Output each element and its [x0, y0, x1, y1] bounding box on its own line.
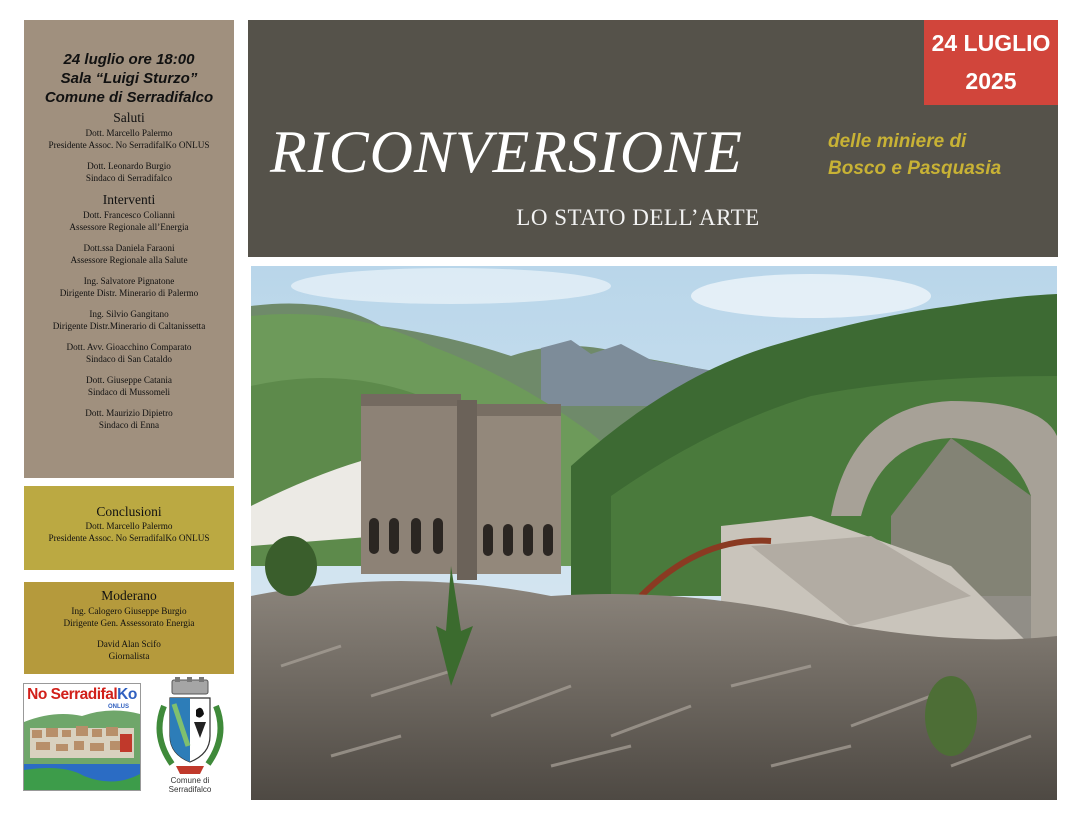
speaker-role: Sindaco di San Cataldo: [86, 354, 172, 364]
speaker-role: Dirigente Distr. Minerario di Palermo: [59, 288, 199, 298]
speaker-role: Sindaco di Mussomeli: [87, 387, 171, 397]
speaker-name: Ing. Silvio Gangitano: [89, 309, 169, 319]
speaker-item: [24, 407, 234, 431]
speaker-item: [24, 127, 234, 151]
speaker-role: Dirigente Gen. Assessorato Energia: [63, 618, 195, 628]
speaker-item: [24, 638, 234, 662]
speaker-name: Ing. Salvatore Pignatone: [83, 276, 175, 286]
speaker-item: [24, 605, 234, 629]
event-municipality: Comune di Serradifalco: [44, 89, 214, 106]
speaker-name: David Alan Scifo: [97, 639, 161, 649]
speaker-role: Sindaco di Enna: [98, 420, 160, 430]
interventi-title: Interventi: [102, 192, 156, 207]
speaker-name: Dott. Francesco Colianni: [82, 210, 176, 220]
speaker-role: Sindaco di Serradifalco: [85, 173, 173, 183]
saluti-title: Saluti: [113, 110, 145, 125]
comune-coat-of-arms: [150, 676, 230, 794]
date-badge: [924, 20, 1058, 105]
speaker-name: Dott. Marcello Palermo: [85, 128, 173, 138]
speaker-role: Dirigente Distr.Minerario di Caltanissetta: [52, 321, 206, 331]
speaker-item: [24, 209, 234, 233]
subtitle-line-1: delle miniere di: [828, 131, 967, 152]
event-date-time: 24 luglio ore 18:00: [63, 51, 195, 68]
conclusioni-panel: [24, 486, 234, 570]
speaker-item: [24, 374, 234, 398]
speaker-role: Assessore Regionale all’Energia: [69, 222, 189, 232]
association-sub: ONLUS: [108, 704, 129, 710]
coat-of-arms-icon: [150, 676, 230, 782]
secondary-title: LO STATO DELL’ARTE: [516, 205, 760, 230]
speaker-name: Dott. Marcello Palermo: [85, 521, 173, 531]
program-panel: [24, 20, 234, 478]
speaker-item: [24, 308, 234, 332]
speaker-item: [24, 341, 234, 365]
speaker-name: Ing. Calogero Giuseppe Burgio: [71, 606, 187, 616]
speaker-item: [24, 160, 234, 184]
landscape-illustration: [251, 266, 1057, 800]
association-logo: [23, 683, 141, 791]
comune-label: Comune di Serradifalco: [168, 776, 212, 794]
speaker-name: Dott. Maurizio Dipietro: [85, 408, 173, 418]
speaker-role: Assessore Regionale alla Salute: [70, 255, 188, 265]
speaker-name: Dott. Leonardo Burgio: [87, 161, 171, 171]
moderano-panel: [24, 582, 234, 674]
speaker-role: Presidente Assoc. No SerradifalKo ONLUS: [48, 533, 210, 543]
main-title: RICONVERSIONE: [270, 119, 743, 185]
speaker-item: [24, 242, 234, 266]
mine-ruins-photo: [251, 266, 1057, 800]
association-name: No SerradifalKo: [27, 686, 137, 703]
moderano-title: Moderano: [101, 588, 157, 603]
speaker-name: Dott. Giuseppe Catania: [86, 375, 172, 385]
speaker-role: Giornalista: [108, 651, 150, 661]
event-venue: Sala “Luigi Sturzo”: [60, 70, 198, 87]
date-line-1: 24 LUGLIO: [931, 30, 1051, 56]
speaker-name: Dott. Avv. Gioacchino Comparato: [66, 342, 192, 352]
speaker-name: Dott.ssa Daniela Faraoni: [83, 243, 175, 253]
speaker-role: Presidente Assoc. No SerradifalKo ONLUS: [48, 140, 210, 150]
subtitle-line-2: Bosco e Pasquasia: [828, 158, 1002, 179]
conclusioni-title: Conclusioni: [96, 504, 162, 519]
speaker-item: [24, 275, 234, 299]
subtitle: [828, 128, 1001, 182]
date-line-2: 2025: [965, 68, 1017, 94]
